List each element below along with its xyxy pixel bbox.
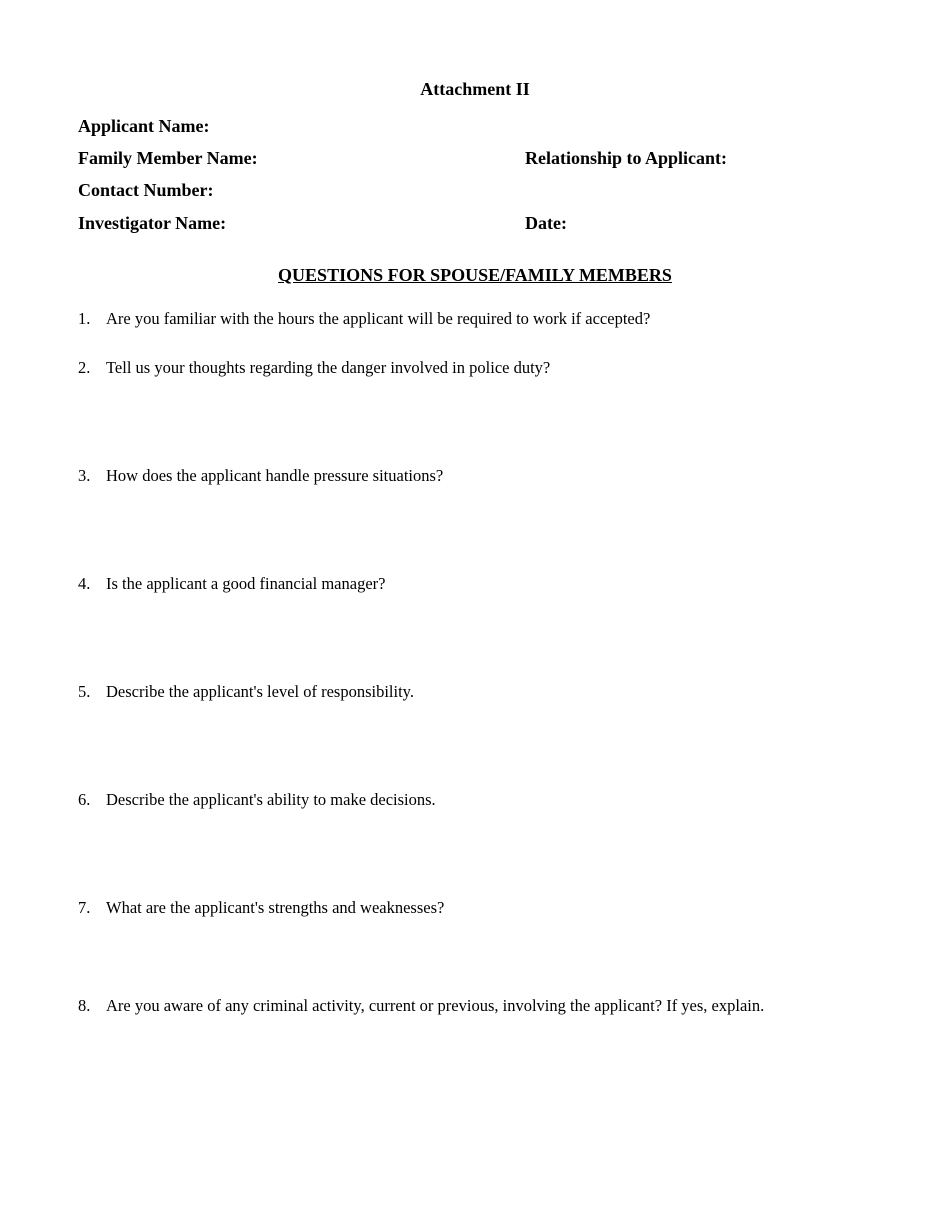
question-number: 3. [78,466,91,485]
date-label: Date: [525,213,567,233]
question-text: How does the applicant handle pressure situations? [106,466,444,485]
question-text: Are you aware of any criminal activity, current or previous, involving the applicant? If yes, explain. [106,996,765,1015]
question-text: Describe the applicant's ability to make decisions. [106,790,436,809]
section-heading: QUESTIONS FOR SPOUSE/FAMILY MEMBERS [278,265,672,285]
question-number: 6. [78,790,91,809]
question-text: What are the applicant's strengths and weaknesses? [106,898,445,917]
relationship-label: Relationship to Applicant: [525,148,728,168]
applicant-name-label: Applicant Name: [78,116,210,136]
question-text: Are you familiar with the hours the applicant will be required to work if accepted? [106,309,651,328]
family-member-name-label: Family Member Name: [78,148,258,168]
question-text: Tell us your thoughts regarding the danger involved in police duty? [106,358,551,377]
question-text: Is the applicant a good financial manager? [106,574,386,593]
question-number: 1. [78,309,91,328]
question-number: 2. [78,358,91,377]
page-title: Attachment II [420,79,530,99]
question-number: 8. [78,996,91,1015]
contact-number-label: Contact Number: [78,180,214,200]
question-text: Describe the applicant's level of responsibility. [106,682,414,701]
investigator-name-label: Investigator Name: [78,213,227,233]
question-number: 4. [78,574,91,593]
question-number: 5. [78,682,91,701]
question-number: 7. [78,898,91,917]
